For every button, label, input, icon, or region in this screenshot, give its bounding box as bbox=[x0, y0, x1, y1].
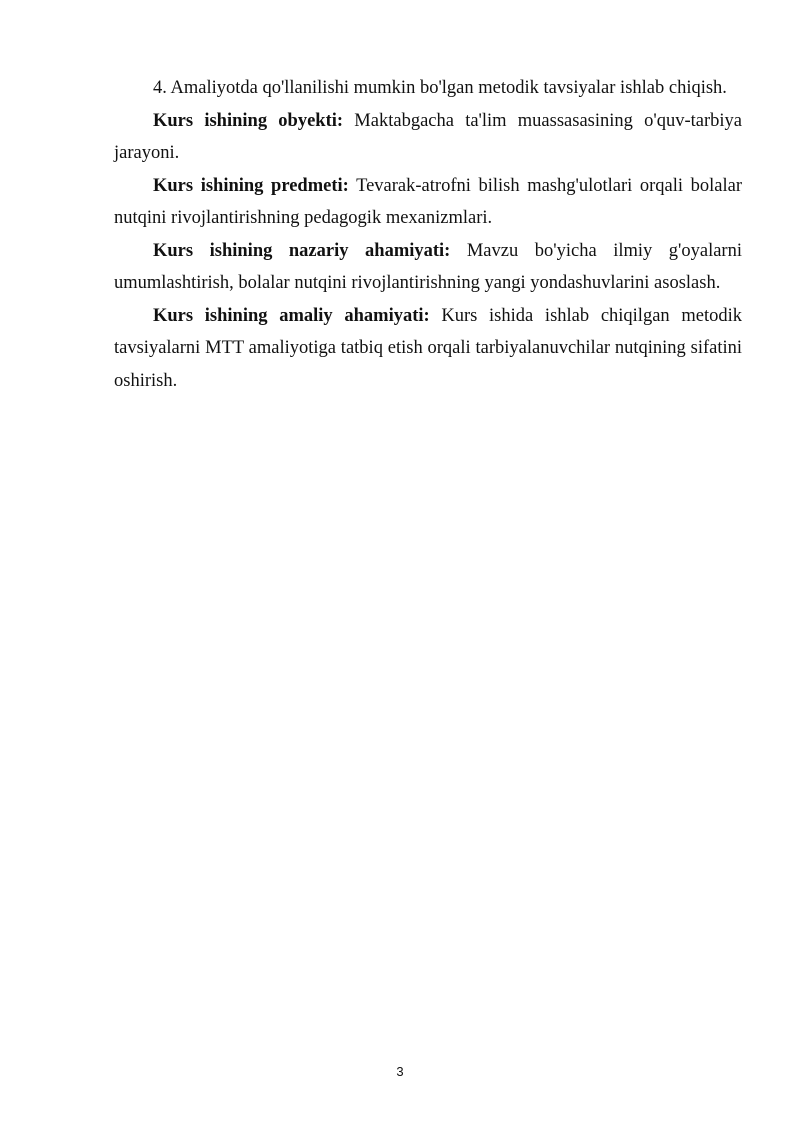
page-number: 3 bbox=[396, 1064, 404, 1079]
paragraph-subject bbox=[114, 170, 742, 235]
paragraph-text: Kurs ishida ishlab chiqilgan metodik tavsiyalarni MTT amaliyotiga tatbiq etish orqali tarbiyalanuvchilar nutqining sifatini oshirish. bbox=[114, 305, 742, 391]
paragraph-practical-significance bbox=[114, 300, 742, 398]
paragraph-text: Maktabgacha ta'lim muassasasining o'quv-tarbiya jarayoni. bbox=[114, 110, 742, 163]
paragraph-object bbox=[114, 105, 742, 170]
paragraph-text: Mavzu bo'yicha ilmiy g'oyalarni umumlashtirish, bolalar nutqini rivojlantirishning yangi yondashuvlarini asoslash. bbox=[114, 240, 742, 293]
paragraph-label: Kurs ishining obyekti: bbox=[153, 110, 344, 131]
paragraph-label: Kurs ishining amaliy ahamiyati: bbox=[153, 305, 430, 326]
paragraph-theoretical-significance bbox=[114, 235, 742, 300]
paragraph-task-4 bbox=[114, 72, 742, 105]
paragraph-text: 4. Amaliyotda qo'llanilishi mumkin bo'lgan metodik tavsiyalar ishlab chiqish. bbox=[153, 78, 727, 98]
paragraph-label: Kurs ishining nazariy ahamiyati: bbox=[153, 240, 451, 261]
document-body bbox=[114, 72, 742, 397]
paragraph-text: Tevarak-atrofni bilish mashg'ulotlari orqali bolalar nutqini rivojlantirishning pedagogik mexanizmlari. bbox=[114, 175, 743, 228]
paragraph-label: Kurs ishining predmeti: bbox=[153, 175, 349, 196]
